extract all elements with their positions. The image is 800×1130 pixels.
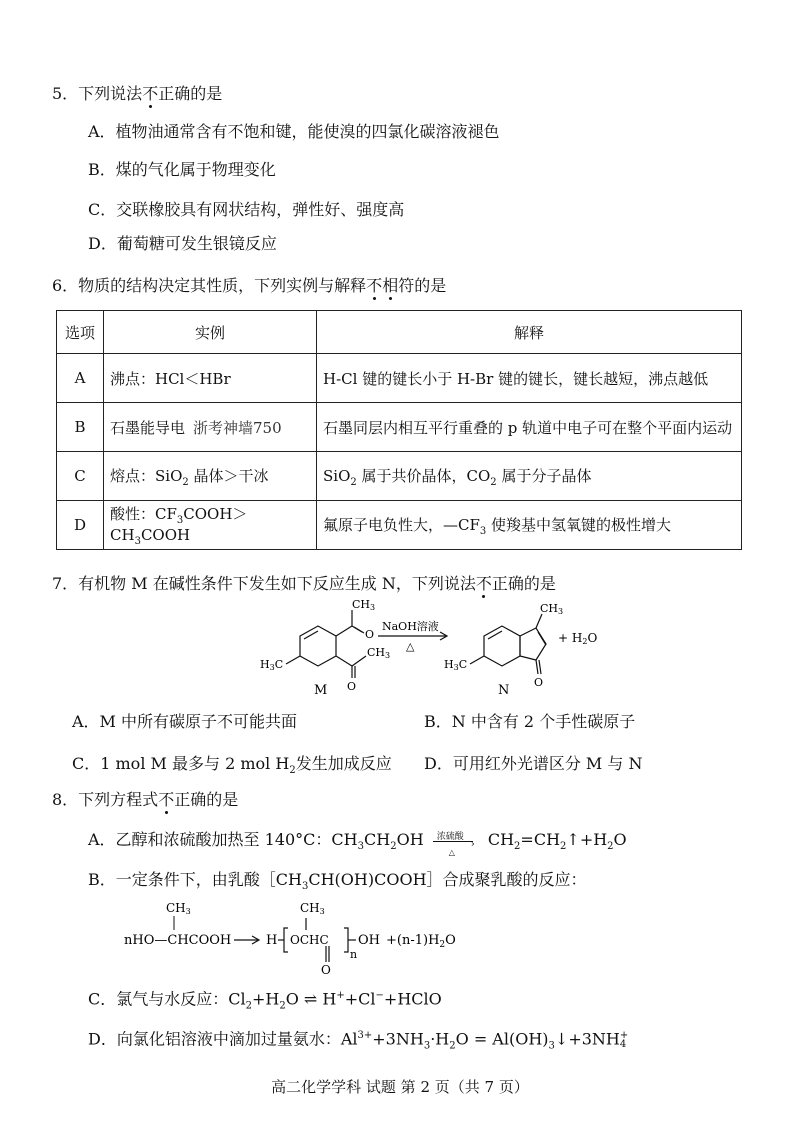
q8-c-post: O ⇌ H [285,989,337,1009]
q8-option-c [88,986,442,1017]
q5-option-b: B．煤的气化属于物理变化 [88,160,276,179]
q6-stem-dotted2: 相 [382,276,399,295]
q6-row-c-option: C [57,452,104,501]
q8-b-mid: CH(OH)COOH］合成聚乳酸的反应： [308,870,587,889]
label-m: M [314,683,328,698]
q5-stem-pre: 5．下列说法 [52,84,143,103]
q6-row-c-ex-a: 熔点：SiO [110,466,183,485]
plus-water: + H2O [558,631,598,646]
b-oh: OH [358,933,380,948]
reagent-label: NaOH溶液 [382,620,439,633]
q8-d-pre: D．向氯化铝溶液中滴加过量氨水：Al [88,1029,358,1049]
q7-stem [52,574,556,594]
m-o-bottom: O [347,680,357,693]
q8-d-mid: +3NH [372,1029,424,1049]
q8-a-arrow [433,831,479,857]
q6-header-option: 选项 [57,311,104,354]
q8-c-mid: +H [251,989,280,1009]
q8-d-sub4: 4 [619,1038,627,1050]
q6-row-c-expl-b-sub: 2 [490,476,497,488]
q7-reaction-scheme [240,596,620,700]
b-unit-ch3: CH3 [300,901,325,916]
m-h3c: H3C [260,658,284,672]
q5-stem-post: 正确的是 [158,84,223,103]
q6-row-c-expl-a-sub: 2 [350,476,357,488]
b-water: $+(n-1)H_2O$ [386,933,456,950]
b-left-reactant: nHO—CHCOOH [124,933,232,948]
q6-stem-dotted1: 不 [366,276,383,295]
q7-stem-post: 正确的是 [491,574,556,593]
heat-label: △ [406,640,415,653]
q6-row-c-expl-a: SiO [323,466,351,485]
q5-stem-dotted: 不 [142,84,159,103]
q6-stem-pre: 6．物质的结构决定其性质，下列实例与解释 [52,276,367,295]
q6-row-c-example [104,452,317,501]
q8-d-mid2: ·H [430,1029,450,1049]
q8-c-post3: +HClO [383,989,442,1009]
q6-row-d [57,501,742,550]
q8-stem-pre: 8．下列方程式 [52,790,159,809]
q7-stem-pre: 7．有机物 M 在碱性条件下发生如下反应生成 N，下列说法 [52,574,476,593]
q8-stem-dotted: 不 [158,790,175,809]
q6-row-d-ex-b-sub: 3 [134,536,141,547]
q6-row-d-expl-a: 氟原子电负性大，—CF [323,515,480,534]
q5-option-c: C．交联橡胶具有网状结构，弹性好、强度高 [88,200,405,219]
q6-row-d-ex-a: 酸性：CF [110,505,177,523]
q8-a-s4: 2 [560,841,567,853]
q7-stem-dotted: 不 [475,574,492,593]
q8-c-pre: C．氯气与水反应：Cl [88,989,246,1009]
q8-a-prod2: =CH [520,830,561,849]
q7-option-b: B．N 中含有 2 个手性碳原子 [424,712,636,731]
q7-c-sub: 2 [289,765,296,777]
q6-row-c-explain [317,452,742,501]
q8-a-prod: CH [487,830,515,849]
q6-row-b-explain: 石墨同层内相互平行重叠的 p 轨道中电子可在整个平面内运动 [317,403,742,452]
q8-a-mid: CH [364,830,391,849]
q6-row-b-example-text: 石墨能导电 [110,418,186,437]
q8-d-s1: 3 [423,1040,431,1052]
n-o: O [534,676,544,689]
q6-row-a-option: A [57,354,104,403]
q8-c-post2: +Cl [344,989,376,1009]
q6-header-example: 实例 [104,311,317,354]
q6-row-c-ex-b: 晶体＞干冰 [188,466,269,485]
q8-a-s1: 3 [357,841,364,853]
q6-row-c [57,452,742,501]
q8-b-polymer-equation [118,896,538,978]
q8-a-s2: 2 [390,841,397,853]
q6-row-d-explain [317,501,742,550]
q8-c-sup2: − [375,990,384,1001]
q6-stem [52,276,446,296]
q7-option-a: A．M 中所有碳原子不可能共面 [72,712,298,731]
q8-a-arrow-line [433,841,473,842]
q8-c-s1: 2 [245,1000,252,1012]
m-ch3-top: CH3 [352,598,376,612]
molecule-m [286,610,366,678]
q8-d-mid4: ↓+3NH [554,1029,620,1049]
q5-option-d: D．葡萄糖可发生银镜反应 [88,234,277,253]
b-unit: OCHC [290,933,329,947]
q5-option-a: A．植物油通常含有不饱和键，能使溴的四氯化碳溶液褪色 [88,122,500,141]
q6-row-d-option: D [57,501,104,550]
q8-c-sup1: + [336,990,345,1001]
q8-d-sup2: + [619,1029,629,1041]
q6-row-a-example: 沸点：HCl＜HBr [104,354,317,403]
q8-option-b [88,870,587,897]
q8-stem-post: 正确的是 [174,790,239,809]
q6-row-d-example [104,501,317,550]
q7-c-post: 发生加成反应 [295,754,392,773]
b-unit-o: O [321,963,331,977]
q8-b-pre: B．一定条件下，由乳酸［CH [88,870,302,889]
q8-d-s3: 3 [548,1040,555,1052]
q6-row-a-explain: H-Cl 键的键长小于 H-Br 键的键长，键长越短，沸点越低 [317,354,742,403]
q6-row-b [57,403,742,452]
q6-row-d-expl-b: 使羧基中氢氧键的极性增大 [486,515,672,534]
q6-table [56,310,742,550]
q6-row-b-option: B [57,403,104,452]
q7-c-pre: C．1 mol M 最多与 2 mol H [72,754,290,773]
b-arrow [234,936,259,944]
watermark-text: 浙考神墙750 [193,418,282,437]
q6-row-c-ex-sub: 2 [182,476,189,488]
q7-option-c [72,754,392,781]
q8-a-s5: 2 [607,841,614,853]
label-n: N [498,683,510,698]
q7-option-d: D．可用红外光谱区分 M 与 N [424,754,643,773]
q8-a-s3: 2 [514,841,521,853]
q8-d-mid3: O = Al(OH) [455,1029,549,1049]
b-h: H [266,933,278,948]
q6-row-b-example [104,403,317,452]
q6-stem-post: 符的是 [398,276,447,295]
n-h3c: H3C [444,658,468,672]
q8-option-d [88,1026,628,1057]
q8-a-heat: △ [448,847,455,857]
q6-row-c-expl-b: 属于共价晶体，CO [356,466,491,485]
q6-table-header [57,311,742,354]
q8-b-s1: 3 [301,881,309,893]
q8-c-s2: 2 [279,1000,286,1012]
n-ch3: CH3 [540,602,564,616]
m-o-top: O [365,628,375,641]
q8-a-label: A．乙醇和浓硫酸加热至 140°C：CH [88,830,358,849]
molecule-n [470,614,546,674]
q6-row-d-ex-a-sub: 3 [176,515,184,526]
q6-row-d-ex-b: COOH＞CH [110,505,248,544]
b-n: n [350,948,358,961]
q6-row-a [57,354,742,403]
q8-a-prod4: O [613,830,627,849]
q6-row-d-expl-a-sub: 3 [479,525,487,537]
q8-a-cond: 浓硫酸 [436,831,464,842]
q8-option-a [88,830,627,857]
q6-row-c-expl-c: 属于分子晶体 [496,466,592,485]
q8-a-mid2: OH [396,830,424,849]
q6-row-d-ex-c: COOH [140,526,191,544]
b-left-ch3: CH3 [166,901,191,916]
q8-d-sup1: 3+ [357,1030,373,1041]
q8-d-s2: 2 [449,1040,456,1052]
q8-stem [52,790,238,810]
q6-header-explain: 解释 [317,311,742,354]
page-footer: 高二化学学科 试题 第 2 页（共 7 页） [271,1078,529,1096]
reaction-arrow [378,632,447,640]
q8-d-nh4-scripts [620,1031,628,1049]
q8-a-arrow-head: › [470,838,475,850]
q8-a-prod3: ↑+H [566,830,608,849]
m-ch3-right: CH3 [367,646,391,660]
q5-stem [52,84,222,104]
